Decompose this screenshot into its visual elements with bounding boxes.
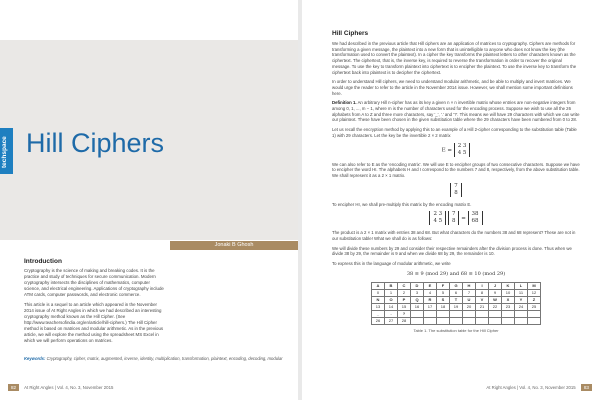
left-footer: [8, 384, 113, 394]
table-cell: P: [398, 296, 411, 303]
table-cell: 23: [502, 303, 515, 310]
table-cell: I: [476, 282, 489, 289]
table-cell: Q: [411, 296, 424, 303]
footer-text-left: At Right Angles | Vol. 4, No. 3, November 2015: [24, 385, 114, 390]
table-cell: [489, 317, 502, 324]
table-cell: A: [372, 282, 385, 289]
table-cell: Y: [515, 296, 528, 303]
product-hi-row-2: 8: [451, 218, 456, 225]
table-cell: [515, 310, 528, 317]
table-cell: H: [463, 282, 476, 289]
table-row: [372, 289, 541, 296]
intro-paragraph-2: This article is a sequel to an article which appeared in the November 2014 issue of At Right Angles in which we had described an interesting cryptography method known as the Hill Cipher. (See http://www.teachersofindia.org/en/article/hill-ciphers.) The Hill Cipher method is based on matrices and modular arithmetic. As in the previous article, we will explore the method using the spreadsheet MS Excel in which we will perform operations on matrices.: [24, 302, 164, 343]
hi-matrix-row-2: 8: [454, 189, 458, 196]
product-hi-row-1: 7: [451, 211, 456, 218]
table-cell: [528, 310, 541, 317]
paragraph-7: The product is a 2 × 1 matrix with entries 38 and 68. But what characters do the numbers 38 and 68 represent? These are not in our substitution table! What we shall do is as follows:: [332, 230, 576, 242]
introduction-section: [24, 258, 164, 348]
right-content: [332, 30, 580, 333]
product-key-row-2: 4 5: [433, 218, 443, 225]
table-cell: 2: [398, 289, 411, 296]
table-cell: 15: [398, 303, 411, 310]
table-cell: [502, 317, 515, 324]
page-number-right: 83: [581, 384, 592, 391]
table-cell: L: [515, 282, 528, 289]
hi-matrix-block: [332, 183, 580, 197]
paragraph-1: We had described in the previous article that Hill ciphers are an application of matrices to cryptography. Ciphers are methods for transforming a given message, the plaintext into a new form that is unintelligible to anyone who does not know the key (the transformation used to convert the plaintext). In a cipher the key transforms the plaintext letters to other characters known as the ciphertext. The ciphertext, that is, the inverse key, is required to reverse the transformation in order to recover the original message. To use the key to transform plaintext into ciphertext is to encipher the plaintext. To use the inverse key to transform the ciphertext back into plaintext is to decipher the ciphertext.: [332, 41, 577, 75]
hi-matrix: [450, 183, 462, 197]
right-heading: Hill Ciphers: [332, 30, 369, 37]
paragraph-9: To express this in the language of modular arithmetic, we write: [332, 261, 451, 267]
definition-paragraph: [332, 100, 580, 123]
table-cell: F: [437, 282, 450, 289]
product-key-row-1: 2 3: [433, 211, 443, 218]
key-matrix: [454, 143, 471, 157]
keywords-label: Keywords:: [24, 356, 46, 361]
product-result-matrix: [468, 211, 483, 225]
table-cell: Z: [528, 296, 541, 303]
substitution-table: [371, 282, 541, 325]
table-row: [372, 317, 541, 324]
table-cell: E: [424, 282, 437, 289]
table-cell: 21: [476, 303, 489, 310]
table-cell: [437, 317, 450, 324]
right-footer: [486, 384, 592, 394]
keywords-text: Cryptography, cipher, matrix, augmented, inverse, identity, multiplication, transformation, plaintext, encoding, decoding, modular: [46, 356, 283, 361]
table-cell: [502, 310, 515, 317]
paragraph-5: We can also refer to E as the 'encoding matrix'. We will use E to encipher groups of two consecutive characters. Suppose we have to encipher the word HI. The alphabets H and I correspond to the numbers 7 and 8, respectively, from the above substitution table. We shall represent it as a 2 × 1 matrix.: [332, 161, 580, 178]
key-matrix-row-2: 4 5: [457, 149, 467, 156]
key-matrix-row-1: 2 3: [457, 142, 467, 149]
product-result-row-1: 38: [471, 211, 479, 218]
paragraph-2: In order to understand Hill ciphers, we need to understand modular arithmetic, and be able to multiply and invert matrices. We would urge the reader to refer to the article in the November 2014 issue. However, we shall mention some important definitions here.: [332, 79, 573, 96]
table-cell: 20: [463, 303, 476, 310]
table-cell: _: [372, 310, 385, 317]
author-name: Jonaki B Ghosh: [214, 242, 254, 248]
table-cell: [489, 310, 502, 317]
table-cell: 1: [385, 289, 398, 296]
table-cell: 22: [489, 303, 502, 310]
table-cell: U: [463, 296, 476, 303]
section-tab-label: techspace: [1, 136, 8, 168]
table-cell: 6: [450, 289, 463, 296]
table-cell: 26: [372, 317, 385, 324]
footer-text-right: At Right Angles | Vol. 4, No. 3, November 2015: [486, 385, 576, 390]
paragraph-6: To encipher HI, we shall pre-multiply this matrix by the encoding matrix E.: [332, 201, 472, 207]
table-cell: R: [424, 296, 437, 303]
left-page: [0, 0, 298, 400]
table-cell: 7: [463, 289, 476, 296]
table-cell: V: [476, 296, 489, 303]
table-cell: [450, 310, 463, 317]
table-cell: W: [489, 296, 502, 303]
section-tab: [0, 128, 13, 174]
table-cell: 14: [385, 303, 398, 310]
table-row: [372, 296, 541, 303]
table-cell: T: [450, 296, 463, 303]
article-title: Hill Ciphers: [26, 128, 165, 158]
table-row: [372, 310, 541, 317]
product-hi-matrix: [448, 211, 460, 225]
table-cell: O: [385, 296, 398, 303]
table-cell: 19: [450, 303, 463, 310]
table-cell: 25: [528, 303, 541, 310]
definition-text: An arbitrary Hill n-cipher has as its key a given n × n invertible matrix whose entries are non-negative integers from among 0, 1, ..., m − 1, where m is the number of characters used for the encoding process. Suppose we wish to use all the 26 alphabets from A to Z and three more characters, say '_', '.' and '?'. This means we will have 29 characters with which we can write our plaintext. These have been chosen in the given substitution table where the 29 characters have been numbered from 0 to 28.: [332, 100, 580, 123]
table-cell: 13: [372, 303, 385, 310]
table-row: [372, 303, 541, 310]
table-cell: 24: [515, 303, 528, 310]
table-cell: [437, 310, 450, 317]
table-cell: G: [450, 282, 463, 289]
equals-sign: =: [461, 215, 466, 222]
right-page: [302, 0, 600, 400]
table-cell: 11: [515, 289, 528, 296]
table-cell: 5: [437, 289, 450, 296]
table-cell: 3: [411, 289, 424, 296]
modular-equation: 38 ≡ 9 (mod 29) and 68 ≡ 10 (mod 29): [406, 270, 506, 277]
table-cell: 9: [489, 289, 502, 296]
table-cell: N: [372, 296, 385, 303]
table-cell: X: [502, 296, 515, 303]
table-cell: [476, 310, 489, 317]
table-cell: 10: [502, 289, 515, 296]
table-cell: [411, 310, 424, 317]
table-cell: 4: [424, 289, 437, 296]
table-cell: 28: [398, 317, 411, 324]
table-caption: Table 1. The substitution table for the Hill Cipher: [413, 327, 499, 333]
hi-matrix-row-1: 7: [454, 182, 458, 189]
intro-heading: Introduction: [24, 258, 62, 265]
table-cell: ?: [398, 310, 411, 317]
paragraph-8: We will divide these numbers by 29 and consider their respective remainders after the division process is done. Thus when we divide 38 by 29, the remainder is 9 and when we divide 68 by 29, the remainder is 10.: [332, 245, 572, 257]
table-cell: S: [437, 296, 450, 303]
product-equation: [332, 211, 580, 225]
table-cell: [476, 317, 489, 324]
table-cell: 27: [385, 317, 398, 324]
table-cell: [424, 317, 437, 324]
product-key-matrix: [429, 211, 446, 225]
table-cell: [463, 310, 476, 317]
table-cell: M: [528, 282, 541, 289]
author-bar: [170, 241, 298, 250]
key-matrix-label: E =: [441, 147, 452, 154]
table-cell: 0: [372, 289, 385, 296]
table-cell: [463, 317, 476, 324]
paragraph-4: Let us recall the encryption method by applying this to an example of a Hill 2-cipher corresponding to the substitution table (Table 1) with 29 characters. Let the key be the invertible 2 × 2 matrix: [332, 127, 577, 138]
key-matrix-equation: [332, 143, 580, 157]
table-cell: [528, 317, 541, 324]
page-number-left: 82: [8, 384, 19, 391]
definition-label: Definition 1.: [332, 100, 357, 106]
table-cell: [411, 317, 424, 324]
table-cell: J: [489, 282, 502, 289]
table-cell: 16: [411, 303, 424, 310]
table-cell: B: [385, 282, 398, 289]
table-cell: K: [502, 282, 515, 289]
table-cell: D: [411, 282, 424, 289]
table-cell: [424, 310, 437, 317]
keywords: [24, 356, 286, 361]
table-cell: 12: [528, 289, 541, 296]
intro-paragraph-1: Cryptography is the science of making and breaking codes. It is the practice and study of techniques for secure communication. Modern cryptography intersects the disciplines of mathematics, computer science, and electrical engineering. Applications of cryptography include ATM cards, computer passwords, and electronic commerce.: [24, 268, 164, 297]
table-cell: C: [398, 282, 411, 289]
product-result-row-2: 68: [471, 218, 479, 225]
table-cell: 17: [424, 303, 437, 310]
table-row: [372, 282, 541, 289]
table-cell: 18: [437, 303, 450, 310]
table-cell: .: [385, 310, 398, 317]
table-cell: [515, 317, 528, 324]
table-cell: 8: [476, 289, 489, 296]
table-cell: [450, 317, 463, 324]
